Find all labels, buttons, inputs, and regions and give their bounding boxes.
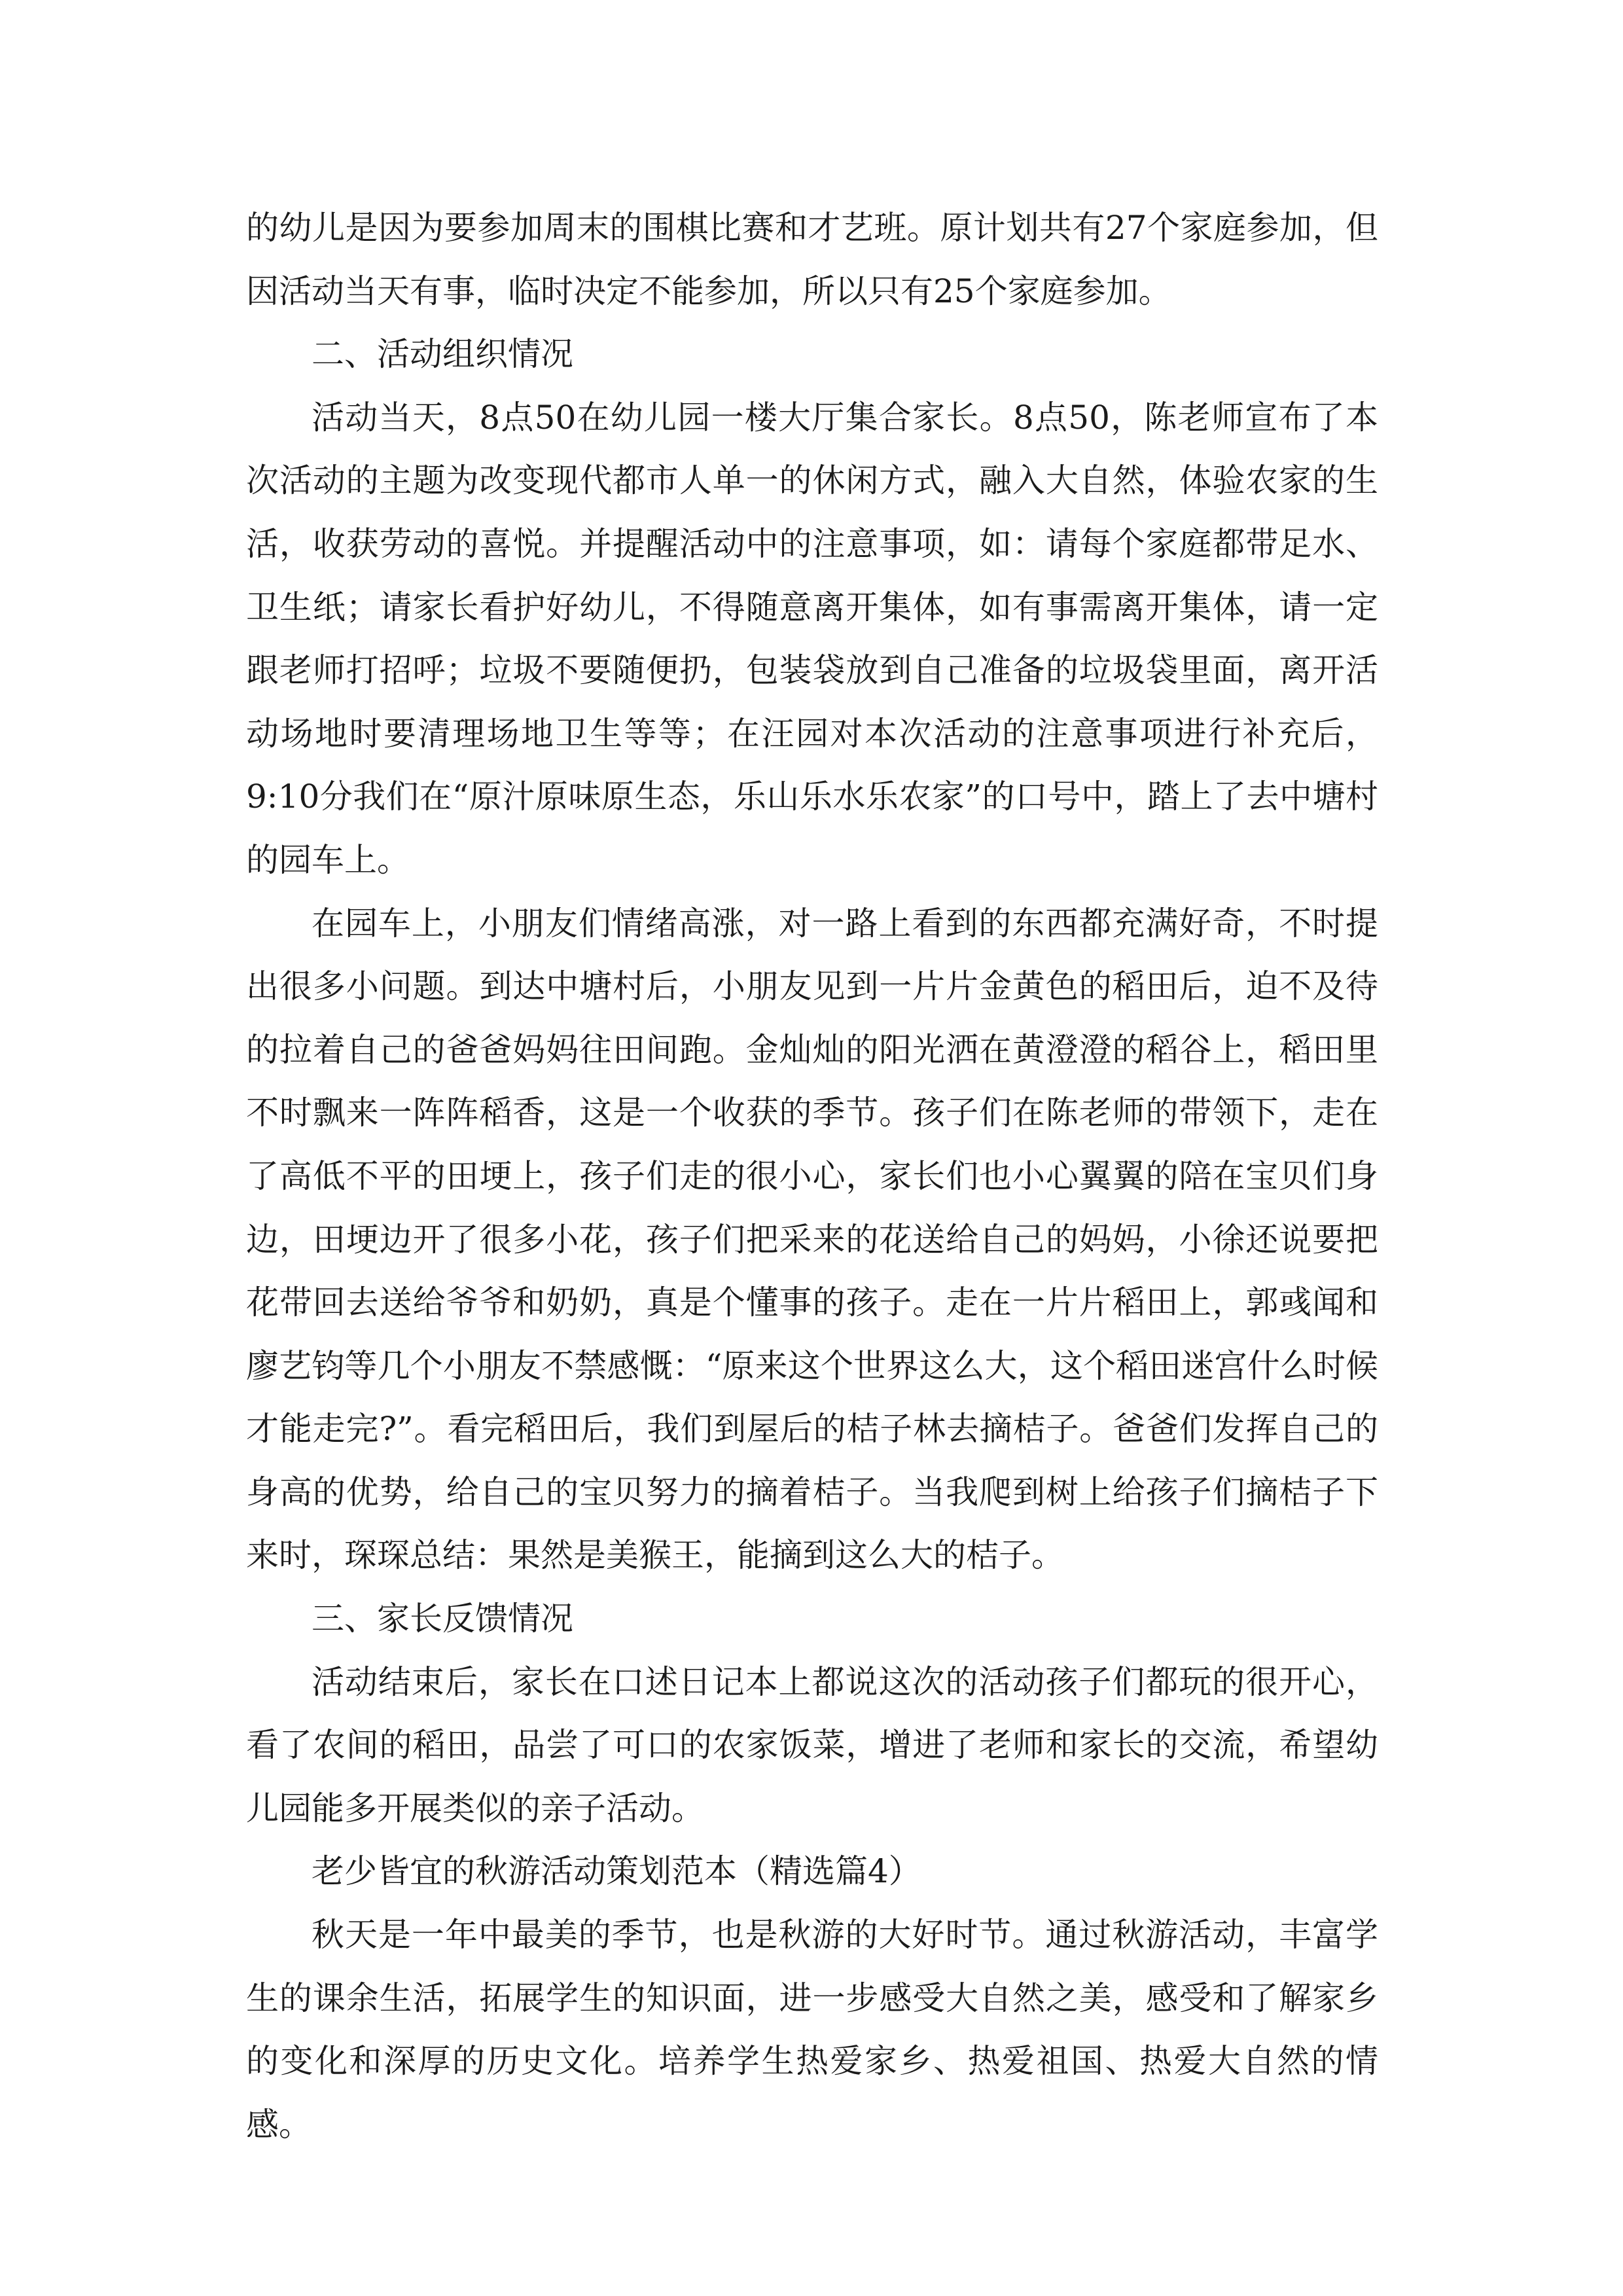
- paragraph-autumn-intro: 秋天是一年中最美的季节，也是秋游的大好时节。通过秋游活动，丰富学生的课余生活，拓展学生的知识面，进一步感受大自然之美，感受和了解家乡的变化和深厚的历史文化。培养学生热爱家乡、热爱祖国、热爱大自然的情感。: [246, 1916, 1378, 2144]
- paragraph-bus-trip: 在园车上，小朋友们情绪高涨，对一路上看到的东西都充满好奇，不时提出很多小问题。到达中塘村后，小朋友见到一片片金黄色的稻田后，迫不及待的拉着自己的爸爸妈妈往田间跑。金灿灿的阳光洒在黄澄澄的稻谷上，稻田里不时飘来一阵阵稻香，这是一个收获的季节。孩子们在陈老师的带领下，走在了高低不平的田埂上，孩子们走的很小心，家长们也小心翼翼的陪在宝贝们身边，田埂边开了很多小花，孩子们把采来的花送给自己的妈妈，小徐还说要把花带回去送给爷爷和奶奶，真是个懂事的孩子。走在一片片稻田上，郭彧闻和廖艺钧等几个小朋友不禁感慨：“原来这个世界这么大，这个稻田迷宫什么时候才能走完?”。看完稻田后，我们到屋后的桔子林去摘桔子。爸爸们发挥自己的身高的优势，给自己的宝贝努力的摘着桔子。当我爬到树上给孩子们摘桔子下来时，琛琛总结：果然是美猴王，能摘到这么大的桔子。: [246, 904, 1378, 1575]
- paragraph-continuation: 的幼儿是因为要参加周末的围棋比赛和才艺班。原计划共有27个家庭参加，但因活动当天有事，临时决定不能参加，所以只有25个家庭参加。: [246, 209, 1378, 310]
- section-heading-organization: 二、活动组织情况: [312, 335, 573, 374]
- paragraph-organization: 活动当天，8点50在幼儿园一楼大厅集合家长。8点50，陈老师宣布了本次活动的主题为改变现代都市人单一的休闲方式，融入大自然，体验农家的生活，收获劳动的喜悦。并提醒活动中的注意事项，如：请每个家庭都带足水、卫生纸；请家长看护好幼儿，不得随意离开集体，如有事需离开集体，请一定跟老师打招呼；垃圾不要随便扔，包装袋放到自己准备的垃圾袋里面，离开活动场地时要清理场地卫生等等；在汪园对本次活动的注意事项进行补充后，9:10分我们在“原汁原味原生态，乐山乐水乐农家”的口号中，踏上了去中塘村的园车上。: [246, 398, 1378, 879]
- section-heading-feedback: 三、家长反馈情况: [312, 1600, 573, 1638]
- article-title: 老少皆宜的秋游活动策划范本（精选篇4）: [312, 1852, 921, 1891]
- paragraph-feedback: 活动结束后，家长在口述日记本上都说这次的活动孩子们都玩的很开心，看了农间的稻田，品尝了可口的农家饭菜，增进了老师和家长的交流，希望幼儿园能多开展类似的亲子活动。: [246, 1662, 1378, 1827]
- document-body: [246, 196, 1378, 2156]
